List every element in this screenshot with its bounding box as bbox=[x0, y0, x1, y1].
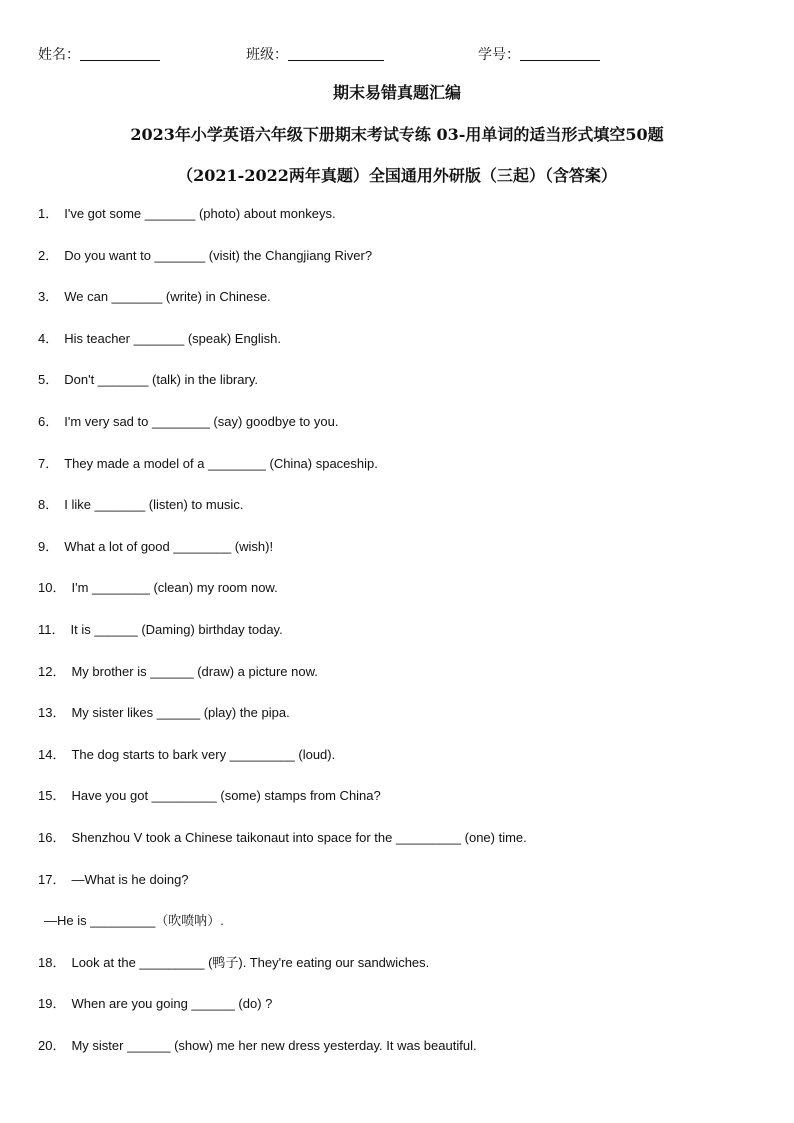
question-item bbox=[38, 829, 758, 871]
question-text: I'm very sad to ________ (say) goodbye to you. bbox=[64, 413, 339, 429]
question-text: Have you got _________ (some) stamps from China? bbox=[71, 788, 381, 804]
question-text: —He is _________（吹喷呐）. bbox=[44, 913, 224, 929]
name-field bbox=[38, 44, 160, 64]
question-number: 19． bbox=[38, 996, 66, 1012]
question-text: —What is he doing? bbox=[71, 871, 189, 887]
question-item bbox=[38, 538, 758, 580]
question-number: 17． bbox=[38, 871, 66, 887]
question-number: 8． bbox=[38, 497, 59, 513]
question-item bbox=[38, 663, 758, 705]
question-item bbox=[38, 1037, 758, 1079]
question-text: Look at the _________ (鸭子). They're eating our sandwiches. bbox=[71, 954, 430, 970]
question-item bbox=[38, 288, 758, 330]
question-number: 10． bbox=[38, 580, 66, 596]
doc-title: 期末易错真题汇编 bbox=[332, 83, 461, 102]
question-number: 15． bbox=[38, 788, 66, 804]
question-item bbox=[38, 954, 758, 996]
question-text: My sister likes ______ (play) the pipa. bbox=[71, 705, 290, 721]
question-number: 9． bbox=[38, 538, 59, 554]
question-item bbox=[38, 496, 758, 538]
question-number: 12． bbox=[38, 663, 66, 679]
question-item bbox=[38, 205, 758, 247]
question-number: 14． bbox=[38, 746, 66, 762]
question-item bbox=[38, 247, 758, 289]
question-item bbox=[38, 330, 758, 372]
id-field bbox=[478, 44, 600, 64]
question-item bbox=[38, 787, 758, 829]
question-text: Do you want to _______ (visit) the Changjiang River? bbox=[64, 247, 373, 263]
question-item bbox=[38, 704, 758, 746]
question-item bbox=[38, 621, 758, 663]
question-text: What a lot of good ________ (wish)! bbox=[64, 538, 274, 554]
question-number: 7． bbox=[38, 455, 59, 471]
question-item bbox=[38, 746, 758, 788]
question-item bbox=[38, 455, 758, 497]
question-text: I've got some _______ (photo) about monkeys. bbox=[64, 206, 336, 221]
id-label: 学号： bbox=[478, 47, 520, 63]
question-text: When are you going ______ (do) ? bbox=[71, 996, 273, 1012]
question-number: 2． bbox=[38, 247, 59, 263]
question-text: Shenzhou V took a Chinese taikonaut into space for the _________ (one) time. bbox=[71, 829, 527, 845]
question-item bbox=[38, 995, 758, 1037]
id-blank[interactable] bbox=[520, 46, 600, 61]
question-text: My sister ______ (show) me her new dress yesterday. It was beautiful. bbox=[71, 1037, 477, 1053]
question-text: Don't _______ (talk) in the library. bbox=[64, 372, 258, 388]
question-item bbox=[38, 371, 758, 413]
question-number: 16． bbox=[38, 829, 66, 845]
question-text: It is ______ (Daming) birthday today. bbox=[70, 621, 283, 637]
question-number: 18． bbox=[38, 954, 66, 970]
question-item bbox=[38, 413, 758, 455]
question-text: They made a model of a ________ (China) spaceship. bbox=[64, 455, 378, 471]
question-text: I'm ________ (clean) my room now. bbox=[71, 580, 278, 596]
question-item bbox=[38, 912, 758, 954]
question-text: I like _______ (listen) to music. bbox=[64, 497, 244, 513]
question-item bbox=[38, 579, 758, 621]
name-label: 姓名： bbox=[38, 47, 80, 63]
question-number: 11． bbox=[38, 621, 65, 637]
question-text: His teacher _______ (speak) English. bbox=[64, 330, 282, 346]
question-number: 1． bbox=[38, 206, 59, 221]
question-number: 20． bbox=[38, 1037, 66, 1053]
question-number: 6． bbox=[38, 413, 59, 429]
name-blank[interactable] bbox=[80, 46, 160, 61]
question-number: 13． bbox=[38, 705, 66, 721]
question-item bbox=[38, 871, 758, 913]
question-list bbox=[38, 205, 758, 1078]
question-text: The dog starts to bark very _________ (loud). bbox=[71, 746, 336, 762]
question-text: We can _______ (write) in Chinese. bbox=[64, 289, 271, 305]
class-label: 班级： bbox=[246, 47, 288, 63]
question-number: 4． bbox=[38, 330, 59, 346]
question-number: 3． bbox=[38, 289, 59, 305]
question-number: 5． bbox=[38, 372, 59, 388]
class-blank[interactable] bbox=[288, 46, 384, 61]
question-text: My brother is ______ (draw) a picture now. bbox=[71, 663, 318, 679]
class-field bbox=[246, 44, 384, 64]
doc-subtitle: 2023年小学英语六年级下册期末考试专练 03-用单词的适当形式填空50题 bbox=[130, 125, 664, 144]
doc-edition: （2021-2022两年真题）全国通用外研版（三起）（含答案） bbox=[177, 166, 617, 185]
student-info-row bbox=[38, 44, 758, 64]
